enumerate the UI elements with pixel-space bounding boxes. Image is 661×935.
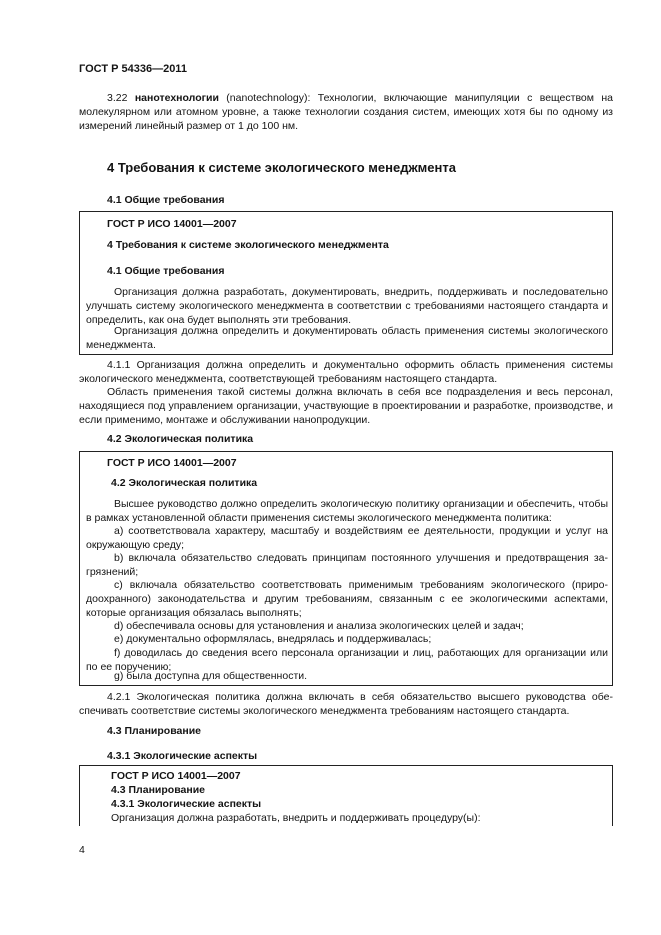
box2-item-c: c) включала обязательство соответствовать применимым требованиям экологического (природоохранного) законодательства и другим требованиям, связанным с ее экологическими аспектами, которые организация обязалась выполнять;	[86, 579, 608, 619]
box1-section-title: 4 Требования к системе экологического менеджмента	[107, 239, 389, 251]
box2-intro: Высшее руководство должно определить экологическую политику организации и обеспечить, чтобы в рамках установленной области применения системы экологического менеджмента политика:	[86, 498, 608, 524]
box2-item-g: g) была доступна для общественности.	[114, 670, 308, 682]
quoted-standard-box-1	[79, 211, 613, 355]
paragraph-4-1-1: 4.1.1 Организация должна определить и документально оформить область применения системы экологического менеджмента, соответствующей требованиям настоящего стандарта.	[79, 359, 613, 385]
box2-item-a: a) соответствовала характеру, масштабу и воздействиям ее деятельности, продукции и услуг на окружающую среду;	[86, 525, 608, 551]
paragraph-4-1-1-scope: Область применения такой системы должна включать в себя все подразделения и весь персонал, находящиеся под управлением организации, участвующие в проектировании и разработке, производстве, и если применимо, монтаже и обслуживании нанопродукции.	[79, 386, 613, 426]
paragraph-4-2-1: 4.2.1 Экологическая политика должна включать в себя обязательство высшего руководства обеспечивать соответствие системы экологического менеджмента требованиям настоящего стандарта.	[79, 691, 613, 717]
section-4-title: 4 Требования к системе экологического менеджмента	[107, 160, 456, 175]
term-number: 3.22	[107, 92, 128, 104]
box3-text: Организация должна разработать, внедрить и поддерживать процедуру(ы):	[111, 812, 481, 824]
term-text: (nanotechnology): Технологии, включающие манипуляции с веществом на молекулярном или атомном уровне, а также технологии создания систем, имеющих хотя бы по одному из измерений линейный размер от 1 до 100 нм.	[79, 92, 613, 132]
page-number: 4	[79, 844, 85, 856]
box1-subsection-title: 4.1 Общие требования	[107, 265, 225, 277]
section-4-2-title: 4.2 Экологическая политика	[107, 433, 254, 445]
box1-standard-code: ГОСТ Р ИСО 14001—2007	[107, 218, 237, 230]
quoted-standard-box-2	[79, 451, 613, 686]
section-4-3-title: 4.3 Планирование	[107, 725, 201, 737]
box2-item-e: e) документально оформлялась, внедрялась и поддерживалась;	[114, 633, 432, 645]
box3-standard-code: ГОСТ Р ИСО 14001—2007	[111, 770, 241, 782]
section-4-3-1-title: 4.3.1 Экологические аспекты	[107, 750, 258, 762]
box2-standard-code: ГОСТ Р ИСО 14001—2007	[107, 457, 237, 469]
document-header-code: ГОСТ Р 54336—2011	[79, 63, 187, 75]
box3-section-title: 4.3 Планирование	[111, 784, 205, 796]
quoted-standard-box-3	[79, 765, 613, 826]
box2-item-f: f) доводилась до сведения всего персонала организации и лиц, работающих для организации или по ее поручению;	[86, 647, 608, 673]
section-4-1-title: 4.1 Общие требования	[107, 194, 225, 206]
box1-paragraph-1: Организация должна разработать, документировать, внедрить, поддерживать и последовательно улучшать систему экологического менеджмента в соответствии с требованиями настоящего стандарта и определить, как она будет выполнять эти требования.	[86, 286, 608, 326]
term-name: нанотехнологии	[134, 92, 219, 104]
term-definition-3-22	[79, 91, 613, 133]
box2-subsection-title: 4.2 Экологическая политика	[111, 477, 258, 489]
box1-paragraph-2: Организация должна определить и документировать область применения системы экологического менеджмента.	[86, 325, 608, 351]
box3-subsection-title: 4.3.1 Экологические аспекты	[111, 798, 262, 810]
box2-item-b: b) включала обязательство следовать принципам постоянного улучшения и предотвращения загрязнений;	[86, 552, 608, 578]
box2-item-d: d) обеспечивала основы для установления и анализа экологических целей и задач;	[114, 620, 524, 632]
